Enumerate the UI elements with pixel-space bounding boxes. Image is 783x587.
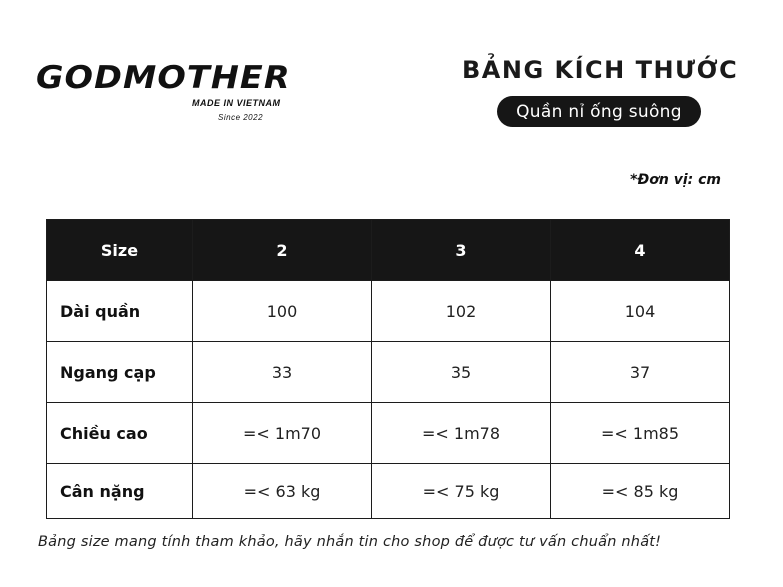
table-cell: =< 1m78 (372, 403, 551, 464)
table-cell: 102 (372, 281, 551, 342)
column-header-size: Size (47, 220, 193, 281)
brand-since: Since 2022 (218, 113, 264, 122)
table-cell: 35 (372, 342, 551, 403)
row-label-height: Chiều cao (47, 403, 193, 464)
row-label-waist: Ngang cạp (47, 342, 193, 403)
table-row (47, 342, 730, 403)
table-cell: 37 (551, 342, 730, 403)
unit-note: *Đơn vị: cm (630, 172, 721, 188)
table-header-row (47, 220, 730, 281)
size-chart-table (46, 219, 730, 519)
brand-logo (36, 58, 326, 122)
column-header-size-3: 3 (372, 220, 551, 281)
table-cell: 33 (193, 342, 372, 403)
table-row (47, 281, 730, 342)
row-label-weight: Cân nặng (47, 464, 193, 519)
row-label-length: Dài quần (47, 281, 193, 342)
footer-note: Bảng size mang tính tham khảo, hãy nhắn tin cho shop để được tư vấn chuẩn nhất! (38, 534, 662, 550)
table-cell: =< 1m85 (551, 403, 730, 464)
column-header-size-4: 4 (551, 220, 730, 281)
product-badge: Quần nỉ ống suông (497, 96, 701, 127)
table-cell: 104 (551, 281, 730, 342)
table-cell: =< 1m70 (193, 403, 372, 464)
table-row (47, 403, 730, 464)
brand-tagline: MADE IN VIETNAM (192, 98, 281, 108)
table-cell: 100 (193, 281, 372, 342)
table-cell: =< 75 kg (372, 464, 551, 519)
brand-name: GODMOTHER (36, 60, 291, 96)
table-cell: =< 85 kg (551, 464, 730, 519)
column-header-size-2: 2 (193, 220, 372, 281)
table-cell: =< 63 kg (193, 464, 372, 519)
table-row (47, 464, 730, 519)
page-title: BẢNG KÍCH THƯỚC (462, 56, 739, 84)
